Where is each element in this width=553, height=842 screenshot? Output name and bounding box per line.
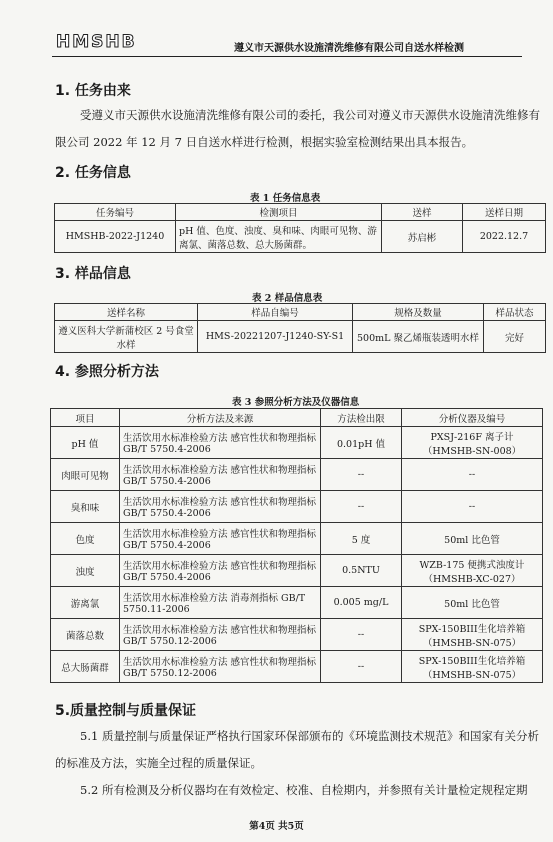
table-cell: 生活饮用水标准检验方法 感官性状和物理指标 GB/T 5750.4-2006 (120, 459, 321, 491)
table-cell: HMSHB-2022-J1240 (55, 221, 176, 253)
method-table-body (51, 427, 543, 683)
table-cell: WZB-175 便携式浊度计（HMSHB-XC-027） (402, 555, 543, 587)
table-cell: 生活饮用水标准检验方法 消毒剂指标 GB/T 5750.11-2006 (120, 587, 321, 619)
table-row (51, 523, 543, 555)
table-header: 送样 (382, 204, 463, 221)
table-row (51, 651, 543, 683)
table-cell: 总大肠菌群 (51, 651, 120, 683)
table-cell: -- (321, 651, 402, 683)
table-header: 方法检出限 (321, 409, 402, 427)
header-title: 遵义市天源供水设施清洗维修有限公司自送水样检测 (234, 43, 464, 54)
method-table (50, 408, 543, 683)
section-2-title: 2. 任务信息 (55, 165, 131, 181)
table-cell: 生活饮用水标准检验方法 感官性状和物理指标 GB/T 5750.4-2006 (120, 523, 321, 555)
table-cell: 0.005 mg/L (321, 587, 402, 619)
table-cell: 生活饮用水标准检验方法 感官性状和物理指标 GB/T 5750.12-2006 (120, 619, 321, 651)
table-cell: 肉眼可见物 (51, 459, 120, 491)
table-cell: 完好 (484, 321, 546, 353)
page-header (52, 30, 522, 57)
table-cell: PXSJ-216F 离子计（HMSHB-SN-008） (402, 427, 543, 459)
table-cell: 遵义医科大学新蒲校区 2 号食堂水样 (55, 321, 198, 353)
table-cell: 臭和味 (51, 491, 120, 523)
table-3-caption: 表 3 参照分析方法及仪器信息 (232, 397, 360, 408)
page-number: 第4页 共5页 (249, 821, 304, 832)
sample-info-table (54, 303, 546, 353)
table-cell: 游离氯 (51, 587, 120, 619)
table-header: 检测项目 (176, 204, 382, 221)
table-2-caption: 表 2 样品信息表 (252, 293, 323, 304)
table-header: 分析仪器及编号 (402, 409, 543, 427)
table-cell: 5 度 (321, 523, 402, 555)
table-row (51, 587, 543, 619)
section-5-paragraph-1: 5.1 质量控制与质量保证严格执行国家环保部颁布的《环境监测技术规范》和国家有关分析的标准及方法，实施全过程的质量保证。 (55, 729, 539, 770)
table-cell: 500mL 聚乙烯瓶装透明水样 (353, 321, 484, 353)
table-1-caption: 表 1 任务信息表 (250, 193, 321, 204)
table-header: 送样日期 (463, 204, 546, 221)
table-cell: -- (321, 459, 402, 491)
table-row (51, 555, 543, 587)
table-cell: pH 值 (51, 427, 120, 459)
table-cell: 0.01pH 值 (321, 427, 402, 459)
table-cell: SPX-150BIII生化培养箱（HMSHB-SN-075） (402, 651, 543, 683)
table-cell: 2022.12.7 (463, 221, 546, 253)
table-row (51, 459, 543, 491)
table-header: 项目 (51, 409, 120, 427)
table-cell: -- (402, 491, 543, 523)
table-header: 任务编号 (55, 204, 176, 221)
company-logo: HMSHB (56, 32, 137, 52)
table-header: 样品状态 (484, 304, 546, 321)
table-cell: -- (321, 619, 402, 651)
table-cell: 苏启彬 (382, 221, 463, 253)
table-cell: SPX-150BIII生化培养箱（HMSHB-SN-075） (402, 619, 543, 651)
table-header: 送样名称 (55, 304, 198, 321)
task-info-table (54, 203, 546, 253)
table-cell: 0.5NTU (321, 555, 402, 587)
table-row (51, 619, 543, 651)
section-5-paragraph-2: 5.2 所有检测及分析仪器均在有效检定、校准、自检期内，并参照有关计量检定规程定期 (80, 783, 528, 797)
table-cell: 50ml 比色管 (402, 523, 543, 555)
table-cell: 生活饮用水标准检验方法 感官性状和物理指标 GB/T 5750.12-2006 (120, 651, 321, 683)
table-cell: 生活饮用水标准检验方法 感官性状和物理指标 GB/T 5750.4-2006 (120, 491, 321, 523)
table-cell: -- (321, 491, 402, 523)
table-cell: 色度 (51, 523, 120, 555)
table-cell: 浊度 (51, 555, 120, 587)
table-row (51, 491, 543, 523)
table-cell: -- (402, 459, 543, 491)
section-4-title: 4. 参照分析方法 (55, 364, 159, 380)
section-1-title: 1. 任务由来 (55, 83, 131, 99)
table-header: 规格及数量 (353, 304, 484, 321)
table-cell: 生活饮用水标准检验方法 感官性状和物理指标 GB/T 5750.4-2006 (120, 427, 321, 459)
section-1-text: 受遵义市天源供水设施清洗维修有限公司的委托，我公司对遵义市天源供水设施清洗维修有限公司 2022 年 12 月 7 日自送水样进行检测，根据实验室检测结果出具本报告。 (55, 108, 540, 149)
section-5-title: 5.质量控制与质量保证 (55, 703, 197, 719)
section-3-title: 3. 样品信息 (55, 266, 131, 282)
table-cell: HMS-20221207-J1240-SY-S1 (198, 321, 353, 353)
table-cell: 菌落总数 (51, 619, 120, 651)
table-cell: 生活饮用水标准检验方法 感官性状和物理指标 GB/T 5750.4-2006 (120, 555, 321, 587)
table-cell: 50ml 比色管 (402, 587, 543, 619)
table-row (51, 427, 543, 459)
table-cell: pH 值、色度、浊度、臭和味、肉眼可见物、游离氯、菌落总数、总大肠菌群。 (176, 221, 382, 253)
table-header: 样品自编号 (198, 304, 353, 321)
table-header: 分析方法及来源 (120, 409, 321, 427)
